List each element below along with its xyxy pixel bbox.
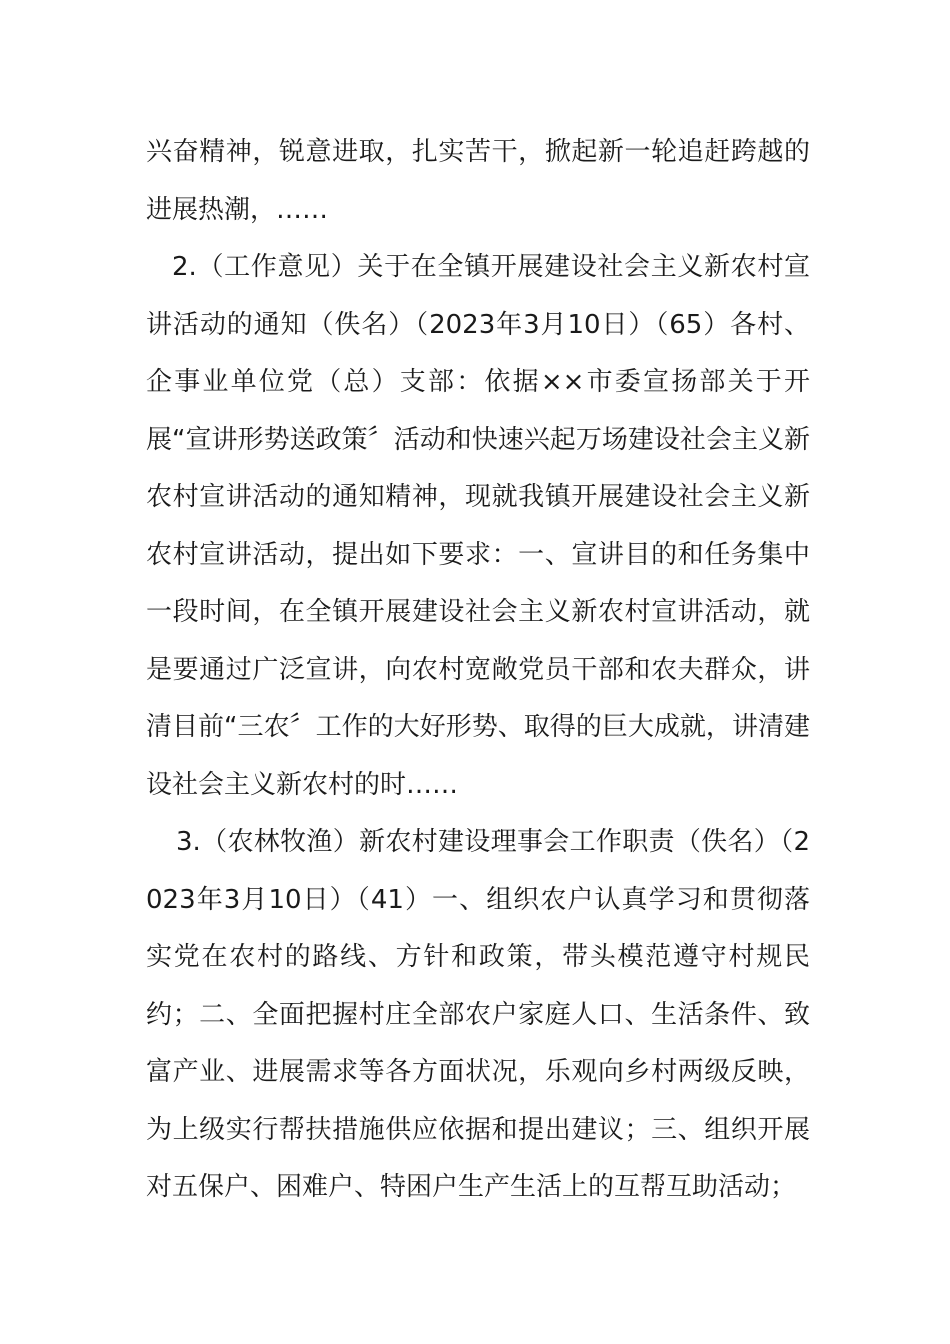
paragraph-item-2: 2.（工作意见）关于在全镇开展建设社会主义新农村宣讲活动的通知（佚名）（2023年3月10日）（65）各村、企事业单位党（总）支部：依据××市委宣扬部关于开展“宣讲形势送政策〞活动和快速兴起万场建设社会主义新农村宣讲活动的通知精神，现就我镇开展建设社会主义新农村宣讲活动，提出如下要求：一、宣讲目的和任务集中一段时间，在全镇开展建设社会主义新农村宣讲活动，就是要通过广泛宣讲，向农村宽敞党员干部和农夫群众，讲清目前“三农〞工作的大好形势、取得的巨大成就，讲清建设社会主义新农村的时…… xyxy=(146,252,810,800)
paragraph-item-3: 3.（农林牧渔）新农村建设理事会工作职责（佚名）（2023年3月10日）（41）一、组织农户认真学习和贯彻落实党在农村的路线、方针和政策，带头模范遵守村规民约；二、全面把握村庄全部农户家庭人口、生活条件、致富产业、进展需求等各方面状况，乐观向乡村两级反映，为上级实行帮扶措施供应依据和提出建议；三、组织开展对五保户、困难户、特困户生产生活上的互帮互助活动； xyxy=(146,827,810,1202)
paragraph-continuation: 兴奋精神，锐意进取，扎实苦干，掀起新一轮追赶跨越的进展热潮，…… xyxy=(146,137,810,225)
